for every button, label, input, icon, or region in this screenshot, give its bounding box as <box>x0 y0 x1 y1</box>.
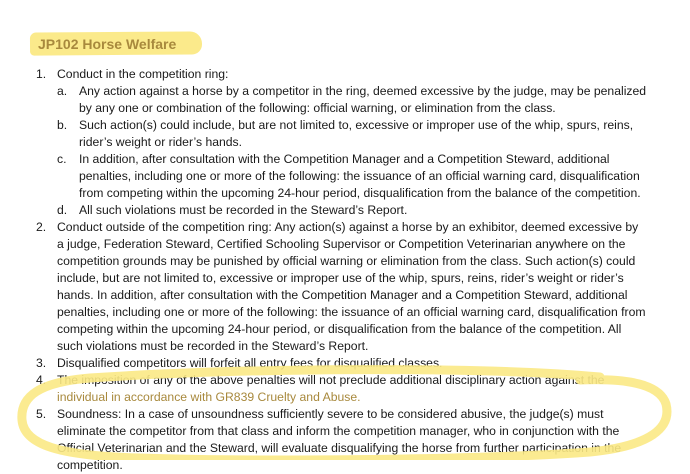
item-4-number: 4. <box>36 373 47 387</box>
item-3-number: 3. <box>36 356 47 370</box>
item-2-line-8: such violations must be recorded in the Steward’s Report. <box>57 339 369 353</box>
item-1c-letter: c. <box>57 152 67 166</box>
item-1b-line-1: Such action(s) could include, but are not limited to, excessive or improper use of the whip, spurs, reins, <box>79 118 634 132</box>
item-2-line-1: Conduct outside of the competition ring: Any action(s) against a horse by an exhibitor, deemed excessive by <box>57 220 639 234</box>
item-2-line-5: hands. In addition, after consultation with the Competition Manager and a Competition Steward, additional <box>57 288 628 302</box>
item-3-line-1: Disqualified competitors will forfeit all entry fees for disqualified classes. <box>57 356 443 370</box>
item-1c-line-3: from competing within the upcoming 24-hour period, disqualification from the balance of the competition. <box>79 186 641 200</box>
item-1b-letter: b. <box>57 118 68 132</box>
item-1b-line-2: rider’s weight or rider’s hands. <box>79 135 243 149</box>
item-4-line-2: individual in accordance with GR839 Cruelty and Abuse. <box>57 390 361 404</box>
item-1a-line-2: by any one or combination of the following: official warning, or elimination from the class. <box>79 101 556 115</box>
item-1d-line-1: All such violations must be recorded in the Steward’s Report. <box>79 203 408 217</box>
item-5-line-2: eliminate the competitor from that class and inform the competition manager, who in conjunction with the <box>57 424 620 438</box>
item-2-line-6: penalties, including one or more of the following: the issuance of an official warning card, disqualification from <box>57 305 646 319</box>
item-5-number: 5. <box>36 407 47 421</box>
item-1d-letter: d. <box>57 203 68 217</box>
page-title: JP102 Horse Welfare <box>38 36 177 52</box>
item-5-line-4: competition. <box>57 458 123 472</box>
item-1c-line-2: penalties, including one or more of the following: the issuance of an official warning card, disqualification <box>79 169 640 183</box>
item-2-line-2: a judge, Federation Steward, Certified Schooling Supervisor or Competition Veterinarian anywhere on the <box>57 237 626 251</box>
item-2-number: 2. <box>36 220 47 234</box>
item-1-number: 1. <box>36 67 47 81</box>
item-2-line-7: competing within the upcoming 24-hour period, or disqualification from the balance of the competition. All <box>57 322 622 336</box>
item-1a-letter: a. <box>57 84 68 98</box>
item-1a-line-1: Any action against a horse by a competitor in the ring, deemed excessive by the judge, may be penalized <box>79 84 647 98</box>
item-5-line-1: Soundness: In a case of unsoundness sufficiently severe to be considered abusive, the judge(s) must <box>57 407 604 421</box>
item-2-line-3: competition grounds may be punished by official warning or elimination from the class. Such action(s) could <box>57 254 636 268</box>
item-5-line-3: Official Veterinarian and the Steward, will evaluate disqualifying the horse from further participation in the <box>57 441 622 455</box>
item-1-line-1: Conduct in the competition ring: <box>57 67 229 81</box>
item-1c-line-1: In addition, after consultation with the Competition Manager and a Competition Steward, additional <box>79 152 610 166</box>
item-4-line-1: The imposition of any of the above penalties will not preclude additional disciplinary action against the <box>57 373 605 387</box>
item-2-line-4: include, but are not limited to, excessive or improper use of the whip, spurs, reins, rider’s weight or rider’s <box>57 271 624 285</box>
